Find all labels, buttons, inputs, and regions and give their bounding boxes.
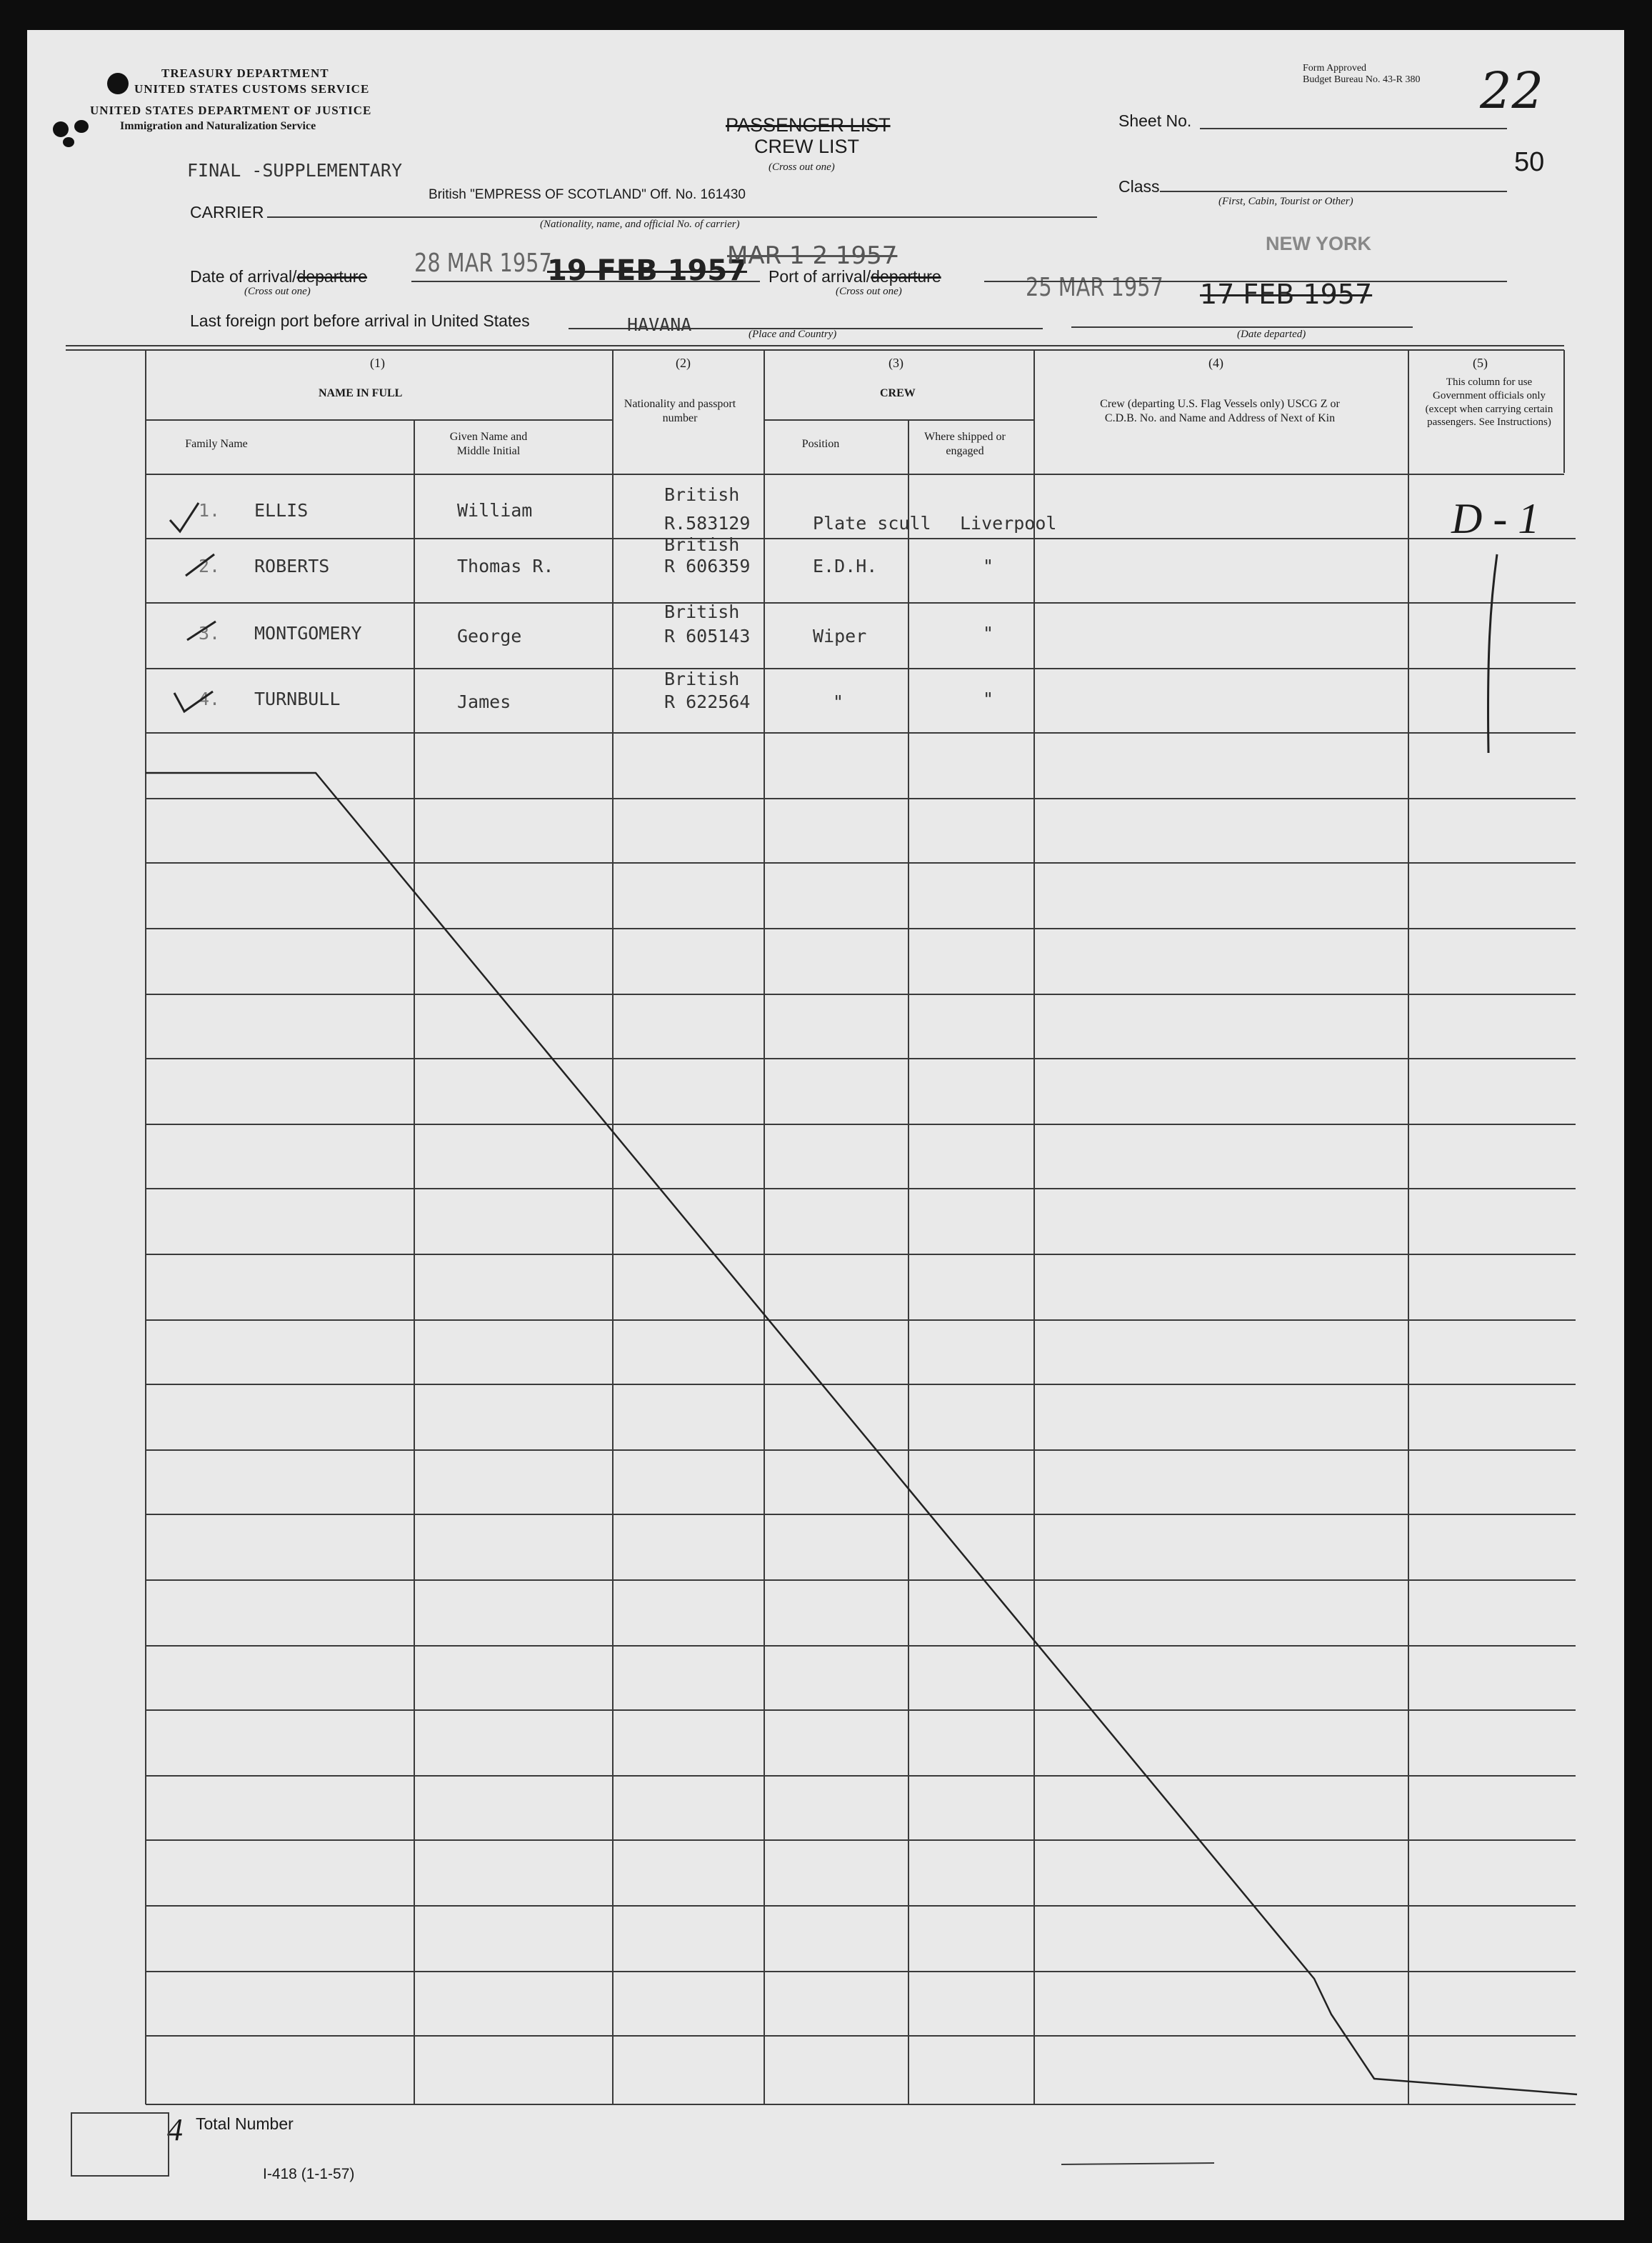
given-name-header: Given Name and Middle Initial	[449, 431, 528, 457]
col5-header: This column for use Government officials only (except when carrying certain passengers. See Instructions)	[1425, 376, 1553, 429]
nationality: British	[664, 669, 740, 689]
passport-number: R 622564	[664, 691, 751, 712]
final-supplementary: FINAL -SUPPLEMENTARY	[187, 160, 403, 181]
arrival-stamp-1: 28 MAR 1957	[414, 249, 552, 278]
punch-hole	[107, 73, 129, 94]
depart-stamp-2: 17 FEB 1957	[1200, 279, 1373, 310]
nationality: British	[664, 534, 740, 555]
port-label	[769, 267, 941, 286]
class-note: (First, Cabin, Tourist or Other)	[1218, 196, 1353, 207]
depart-stamp-1: 25 MAR 1957	[1026, 273, 1163, 302]
official-mark: D - 1	[1451, 495, 1540, 542]
date-departed-note: (Date departed)	[1237, 329, 1306, 340]
last-port-value: HAVANA	[627, 314, 692, 335]
where-shipped: Liverpool	[960, 513, 1057, 534]
date-label-prefix: Date of arrival/	[190, 267, 297, 286]
last-port-label: Last foreign port before arrival in United States	[190, 311, 530, 330]
passport-number: R 606359	[664, 556, 751, 576]
col3-title: CREW	[880, 387, 916, 399]
col1-num: (1)	[370, 356, 385, 370]
sheet-no-label: Sheet No.	[1118, 111, 1192, 130]
family-name: ROBERTS	[254, 556, 330, 576]
passport-number: R.583129	[664, 513, 751, 534]
port-value: NEW YORK	[1266, 233, 1372, 254]
class-label: Class	[1118, 177, 1160, 196]
crew-position: Plate scull	[813, 513, 931, 534]
punch-hole	[63, 137, 74, 147]
col2-header: Nationality and passport number	[624, 398, 736, 424]
family-name: TURNBULL	[254, 689, 341, 709]
port-label-struck: departure	[871, 267, 941, 286]
row-number: 3.	[199, 623, 221, 644]
budget-bureau: Budget Bureau No. 43-R 380	[1303, 74, 1421, 85]
handwritten-sheet-mark: 22	[1480, 61, 1544, 120]
agency-justice: UNITED STATES DEPARTMENT OF JUSTICE	[90, 104, 372, 117]
agency-ins: Immigration and Naturalization Service	[120, 120, 316, 132]
where-shipped: "	[983, 556, 994, 576]
port-label-prefix: Port of arrival/	[769, 267, 871, 286]
where-shipped: "	[983, 623, 994, 644]
agency-customs: UNITED STATES CUSTOMS SERVICE	[134, 82, 370, 96]
row-number: 2.	[199, 556, 221, 576]
col4-header: Crew (departing U.S. Flag Vessels only) USCG Z or C.D.B. No. and Name and Address of Next of Kin	[1100, 398, 1340, 424]
list-cross-note: (Cross out one)	[769, 161, 835, 173]
crew-list-form	[27, 30, 1624, 2220]
col2-num: (2)	[676, 356, 691, 370]
given-name: George	[457, 626, 522, 646]
row-number: 1.	[199, 500, 221, 521]
total-number-label: Total Number	[196, 2114, 294, 2133]
row-number: 4.	[199, 689, 221, 709]
passenger-list-title: PASSENGER LIST	[726, 114, 891, 136]
crew-position: E.D.H.	[813, 556, 878, 576]
punch-hole	[74, 120, 89, 133]
given-name: James	[457, 691, 511, 712]
crew-position: Wiper	[813, 626, 867, 646]
form-number: I-418 (1-1-57)	[263, 2166, 355, 2182]
crew-list-title: CREW LIST	[754, 136, 860, 157]
place-note: (Place and Country)	[749, 329, 837, 340]
arrival-stamp-2: 19 FEB 1957	[547, 254, 747, 287]
where-shipped-header: Where shipped or engaged	[924, 431, 1006, 457]
total-number-value: 4	[167, 2112, 183, 2147]
col5-num: (5)	[1473, 356, 1488, 370]
date-cross-note: (Cross out one)	[244, 286, 311, 297]
carrier-note: (Nationality, name, and official No. of carrier)	[540, 219, 740, 230]
carrier-value: British "EMPRESS OF SCOTLAND" Off. No. 161430	[429, 187, 746, 202]
col4-num: (4)	[1208, 356, 1223, 370]
family-name: MONTGOMERY	[254, 623, 362, 644]
passport-number: R 605143	[664, 626, 751, 646]
sheet-no-value: 50	[1514, 147, 1545, 177]
arrival-stamp-3: MAR 1 2 1957	[727, 241, 898, 270]
crew-position: "	[833, 691, 844, 712]
port-cross-note: (Cross out one)	[836, 286, 902, 297]
nationality: British	[664, 601, 740, 622]
nationality: British	[664, 484, 740, 505]
agency-treasury: TREASURY DEPARTMENT	[161, 66, 329, 80]
form-approved: Form Approved	[1303, 63, 1367, 74]
given-name: William	[457, 500, 533, 521]
date-label	[190, 267, 367, 286]
given-name: Thomas R.	[457, 556, 554, 576]
date-label-struck: departure	[296, 267, 368, 286]
family-name: ELLIS	[254, 500, 309, 521]
family-name-header: Family Name	[185, 438, 248, 450]
where-shipped: "	[983, 689, 994, 709]
col1-title: NAME IN FULL	[319, 387, 403, 399]
punch-hole	[53, 121, 69, 137]
position-header: Position	[801, 438, 840, 450]
carrier-label: CARRIER	[190, 203, 264, 221]
col3-num: (3)	[888, 356, 903, 370]
